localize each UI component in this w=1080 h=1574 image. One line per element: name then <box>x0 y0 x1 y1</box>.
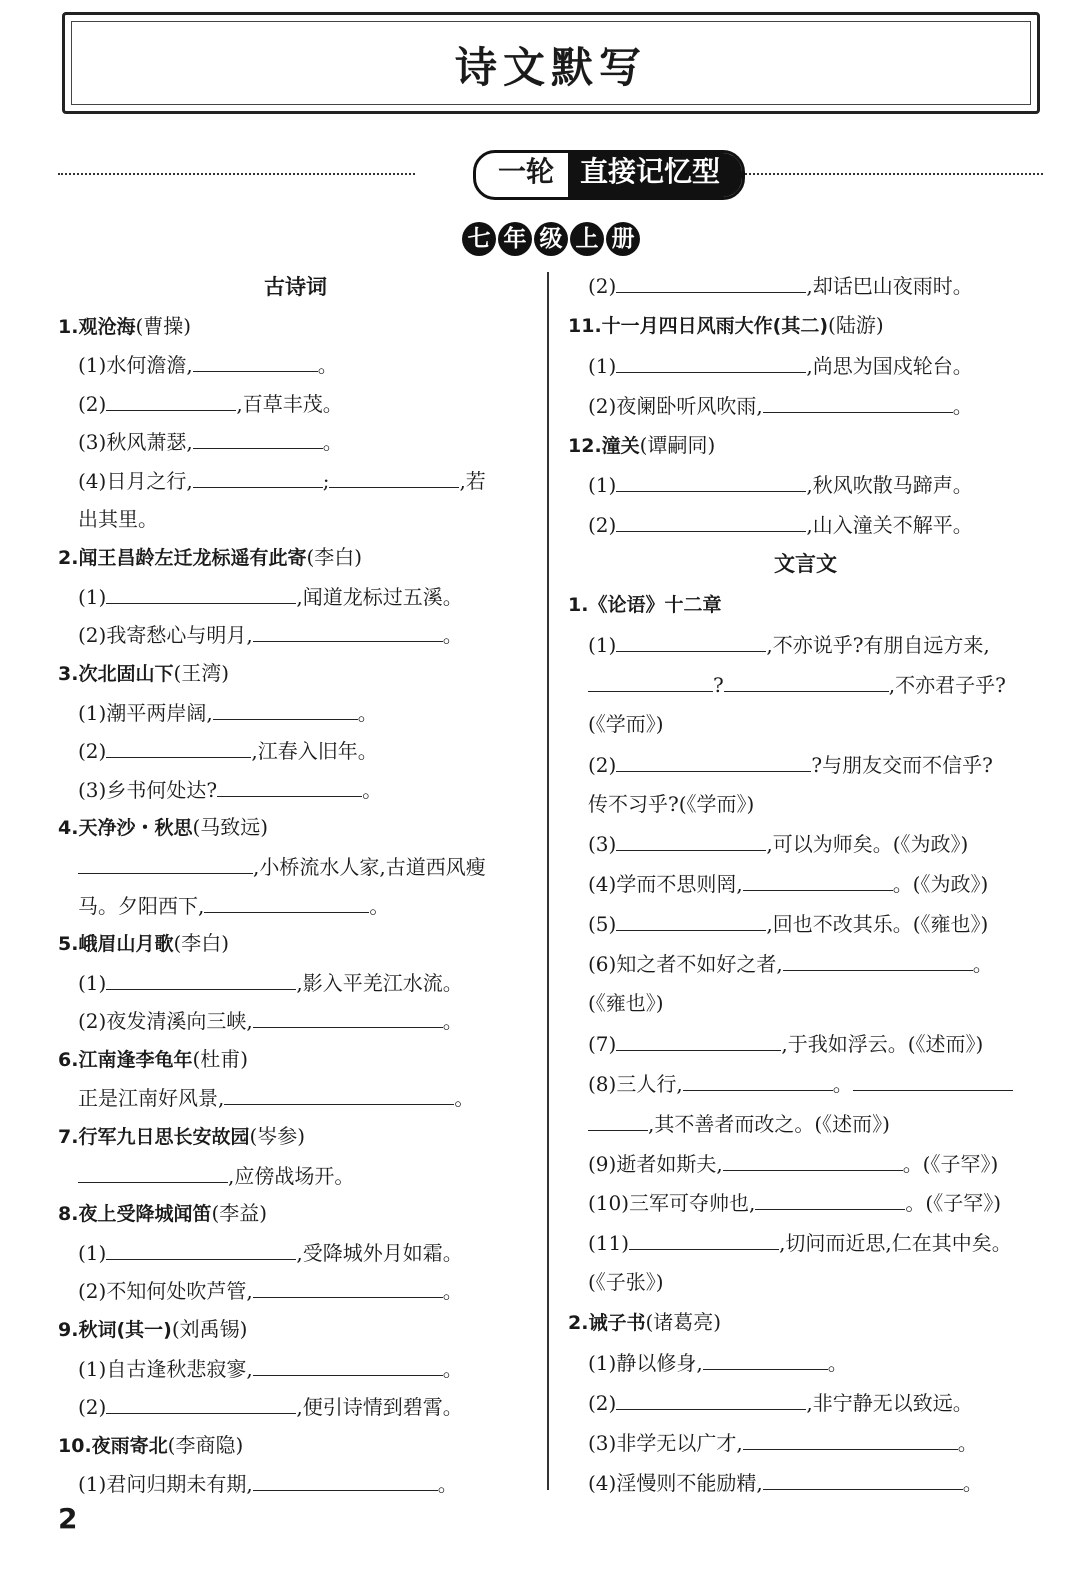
fill-line: (1)自古逢秋悲寂寥, 。 <box>58 1349 533 1388</box>
answer-blank[interactable] <box>193 345 318 372</box>
fill-line: (1) ,闻道龙标过五溪。 <box>58 577 533 616</box>
answer-blank[interactable] <box>253 1001 443 1028</box>
banner-dotted-line-left <box>58 173 415 175</box>
fill-line: (2)我寄愁心与明月, 。 <box>58 615 533 654</box>
answer-blank[interactable] <box>253 615 443 642</box>
fill-line: (2)不知何处吹芦管, 。 <box>58 1271 533 1310</box>
grade-badge <box>462 222 640 256</box>
poem-title: 8.夜上受降城闻笛(李益) <box>58 1201 268 1226</box>
poem-title: 4.天净沙・秋思(马致远) <box>58 815 269 840</box>
grade-char: 年 <box>498 222 532 256</box>
fill-line: ? ,不亦君子乎? <box>568 665 1043 705</box>
page-title-frame <box>62 12 1040 114</box>
fill-line: (《子张》) <box>588 1270 664 1295</box>
fill-line: (3)非学无以广才, 。 <box>568 1423 1043 1463</box>
fill-line: (10)三军可夺帅也, 。(《子罕》) <box>568 1183 1043 1223</box>
fill-line: (2) ,山入潼关不解平。 <box>568 505 1043 545</box>
answer-blank[interactable] <box>723 1144 903 1171</box>
fill-line: (3)乡书何处达? 。 <box>58 770 533 809</box>
fill-line: ,小桥流水人家,古道西风瘦 <box>58 847 533 886</box>
round-banner <box>58 150 1043 198</box>
fill-line: (2) ,江春入旧年。 <box>58 731 533 770</box>
fill-line: (2) ,非宁静无以致远。 <box>568 1383 1043 1423</box>
fill-line: (5) ,回也不改其乐。(《雍也》) <box>568 904 1043 944</box>
answer-blank[interactable] <box>588 665 713 692</box>
answer-blank[interactable] <box>616 1024 781 1051</box>
fill-line: 正是江南好风景, 。 <box>58 1078 533 1117</box>
answer-blank[interactable] <box>616 745 811 772</box>
poem-title: 7.行军九日思长安故园(岑参) <box>58 1124 306 1149</box>
answer-blank[interactable] <box>217 770 362 797</box>
answer-blank[interactable] <box>683 1064 833 1091</box>
fill-line: (1)君问归期未有期, 。 <box>58 1464 533 1503</box>
answer-blank[interactable] <box>616 465 806 492</box>
fill-line: (1)水何澹澹, 。 <box>58 345 533 384</box>
fill-line: ,其不善者而改之。(《述而》) <box>568 1104 1043 1144</box>
answer-blank[interactable] <box>204 886 369 913</box>
poem-title: 5.峨眉山月歌(李白) <box>58 931 230 956</box>
fill-line: 马。夕阳西下, 。 <box>58 886 533 925</box>
fill-line: (8)三人行, 。 <box>568 1064 1043 1104</box>
answer-blank[interactable] <box>253 1349 443 1376</box>
answer-blank[interactable] <box>588 1104 648 1131</box>
fill-line: (1) ,尚思为国戍轮台。 <box>568 346 1043 386</box>
answer-blank[interactable] <box>106 963 296 990</box>
answer-blank[interactable] <box>743 1423 958 1450</box>
fill-line: (2) ?与朋友交而不信乎? <box>568 745 1043 785</box>
answer-blank[interactable] <box>755 1183 905 1210</box>
round-pill <box>473 150 745 200</box>
right-column <box>568 266 1043 1503</box>
grade-char: 七 <box>462 222 496 256</box>
answer-blank[interactable] <box>106 384 236 411</box>
fill-line: (1) ,秋风吹散马蹄声。 <box>568 465 1043 505</box>
fill-line: (2) ,便引诗情到碧霄。 <box>58 1387 533 1426</box>
answer-blank[interactable] <box>224 1078 454 1105</box>
answer-blank[interactable] <box>78 1156 228 1183</box>
fill-line: (《学而》) <box>588 711 664 736</box>
answer-blank[interactable] <box>106 577 296 604</box>
fill-line: (3) ,可以为师矣。(《为政》) <box>568 824 1043 864</box>
page-number: 2 <box>58 1502 78 1535</box>
fill-line: (3)秋风萧瑟, 。 <box>58 422 533 461</box>
fill-line: (1) ,不亦说乎?有朋自远方来, <box>568 625 1043 665</box>
grade-char: 册 <box>606 222 640 256</box>
fill-line: (6)知之者不如好之者, 。 <box>568 944 1043 984</box>
round-type: 直接记忆型 <box>568 153 742 197</box>
grade-char: 级 <box>534 222 568 256</box>
fill-line: (9)逝者如斯夫, 。(《子罕》) <box>568 1144 1043 1184</box>
fill-line: (4)日月之行, ; ,若 <box>58 461 533 500</box>
fill-line: (2) ,百草丰茂。 <box>58 384 533 423</box>
fill-line: (1) ,影入平羌江水流。 <box>58 963 533 1002</box>
answer-blank[interactable] <box>703 1343 828 1370</box>
answer-blank[interactable] <box>213 693 358 720</box>
answer-blank[interactable] <box>763 1463 963 1490</box>
fill-line: (2) ,却话巴山夜雨时。 <box>568 266 1043 306</box>
fill-line: (2)夜发清溪向三峡, 。 <box>58 1001 533 1040</box>
round-label: 一轮 <box>498 155 555 188</box>
answer-blank[interactable] <box>253 1464 438 1491</box>
text-title: 2.诫子书(诸葛亮) <box>568 1310 722 1335</box>
text-title: 1.《论语》十二章 <box>568 594 722 617</box>
answer-blank[interactable] <box>616 824 766 851</box>
answer-blank[interactable] <box>616 266 806 293</box>
answer-blank[interactable] <box>78 847 253 874</box>
poem-title: 10.夜雨寄北(李商隐) <box>58 1432 244 1457</box>
answer-blank[interactable] <box>616 625 766 652</box>
poem-title: 9.秋词(其一)(刘禹锡) <box>58 1317 248 1342</box>
answer-blank[interactable] <box>329 461 459 488</box>
answer-blank[interactable] <box>616 904 766 931</box>
answer-blank[interactable] <box>853 1064 1013 1091</box>
answer-blank[interactable] <box>743 864 893 891</box>
answer-blank[interactable] <box>629 1223 779 1250</box>
fill-line: 出其里。 <box>78 506 158 531</box>
answer-blank[interactable] <box>616 346 806 373</box>
poem-title: 3.次北固山下(王湾) <box>58 660 230 685</box>
fill-line: (1)潮平两岸阔, 。 <box>58 693 533 732</box>
poem-title: 11.十一月四日风雨大作(其二)(陆游) <box>568 312 884 337</box>
answer-blank[interactable] <box>106 731 251 758</box>
fill-line: (7) ,于我如浮云。(《述而》) <box>568 1024 1043 1064</box>
answer-blank[interactable] <box>193 461 323 488</box>
answer-blank[interactable] <box>783 944 973 971</box>
answer-blank[interactable] <box>106 1387 296 1414</box>
fill-line: (1)静以修身, 。 <box>568 1343 1043 1383</box>
answer-blank[interactable] <box>616 1383 806 1410</box>
poem-title: 12.潼关(谭嗣同) <box>568 432 716 457</box>
fill-line: (4)学而不思则罔, 。(《为政》) <box>568 864 1043 904</box>
fill-line: (11) ,切问而近思,仁在其中矣。 <box>568 1223 1043 1263</box>
fill-line: (2)夜阑卧听风吹雨, 。 <box>568 386 1043 426</box>
poem-title: 6.江南逢李龟年(杜甫) <box>58 1046 249 1071</box>
section-heading-prose: 文言文 <box>774 552 837 577</box>
answer-blank[interactable] <box>193 422 323 449</box>
answer-blank[interactable] <box>616 505 806 532</box>
fill-line: (《雍也》) <box>588 991 664 1016</box>
answer-blank[interactable] <box>724 665 889 692</box>
answer-blank[interactable] <box>763 386 953 413</box>
answer-blank[interactable] <box>253 1271 443 1298</box>
section-heading-poetry: 古诗词 <box>264 275 327 299</box>
poem-title: 1.观沧海(曹操) <box>58 313 192 338</box>
left-column <box>58 268 533 1503</box>
fill-line: (1) ,受降城外月如霜。 <box>58 1233 533 1272</box>
fill-line: (4)淫慢则不能励精, 。 <box>568 1463 1043 1503</box>
page-title: 诗文默写 <box>454 43 647 92</box>
poem-title: 2.闻王昌龄左迁龙标遥有此寄(李白) <box>58 545 363 570</box>
fill-line: ,应傍战场开。 <box>58 1156 533 1195</box>
grade-char: 上 <box>570 222 604 256</box>
answer-blank[interactable] <box>106 1233 296 1260</box>
fill-line: 传不习乎?(《学而》) <box>588 791 755 816</box>
column-divider <box>547 272 549 1490</box>
